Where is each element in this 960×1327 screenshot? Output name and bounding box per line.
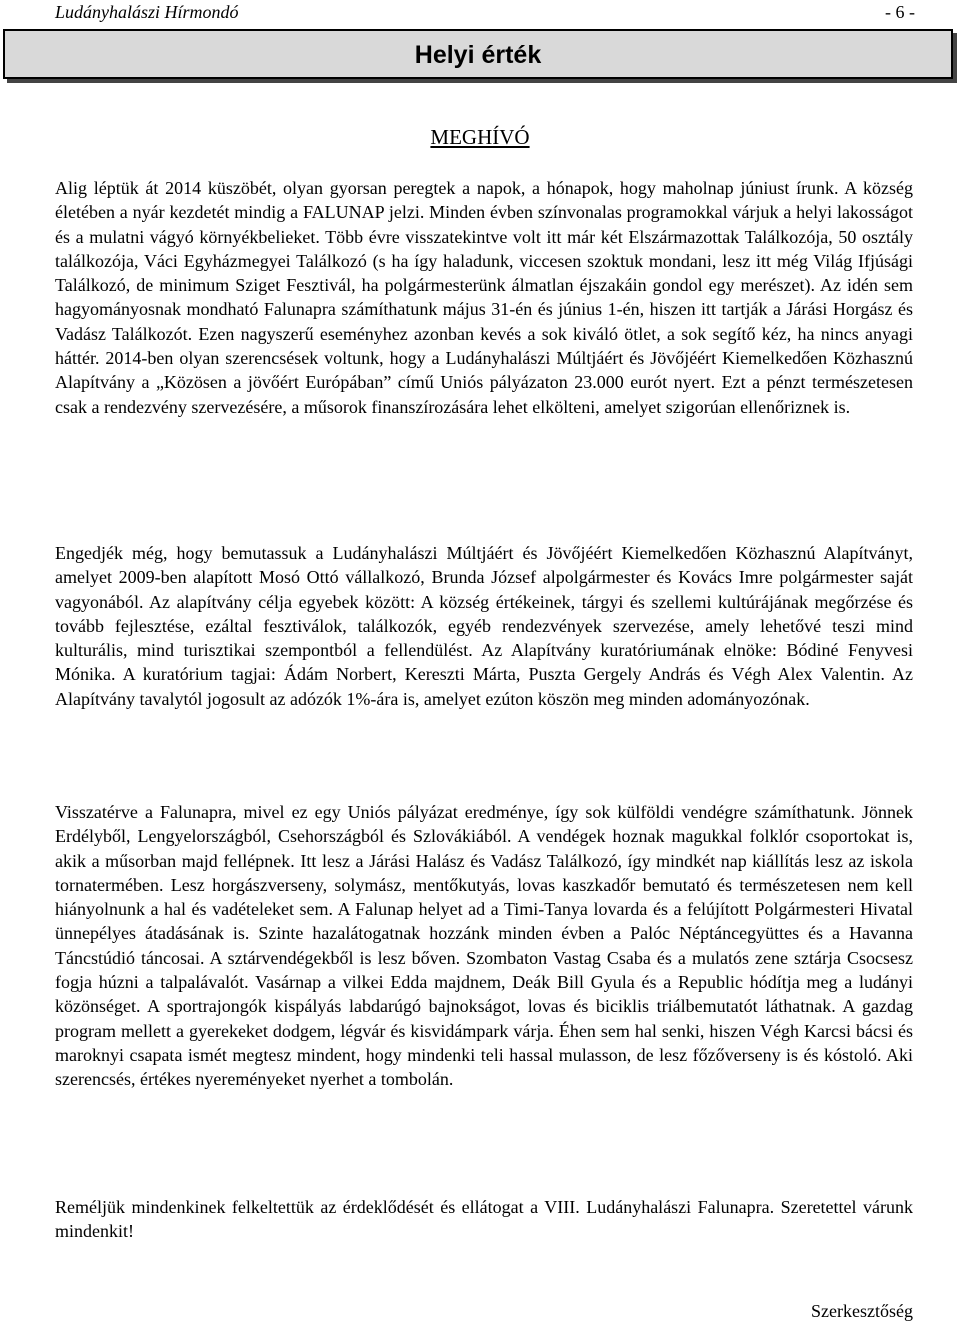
paragraph-program: Visszatérve a Falunapra, mivel ez egy Uniós pályázat eredménye, így sok külföldi vendégre számíthatunk. Jönnek Erdélyből, Lengyelországból, Csehországból és Szlovákiából. A vendégek hoznak magukkal folklór csoportokat is, akik a műsorban majd fellépnek. Itt lesz a Járási Halász és Vadász Találkozó, így mindkét nap kiállítás lesz az iskola tornatermében. Lesz horgászverseny, solymász, mentőkutyás, lovas kaszkadőr bemutató és természetesen nem kell hiányolnunk a hal és vadételeket sem. A Falunap helyet ad a Timi-Tanya lovarda és a felújított Polgármesteri Hivatal ünnepélyes átadásának is. Szinte hazalátogatnak hozzánk minden évben a Palóc Néptáncegyüttes és a Havanna Táncstúdió táncosai. A sztárvendégekből is lesz bőven. Szombaton Vastag Csaba és a mulatós zene sztárja Csocsesz fogja húzni a talpalávalót. Vasárnap a vilkei Edda majdnem, Deák Bill Gyula és a Republic hódítja meg a ludányi közönséget. A sportrajongók kispályás labdarúgó bajnokságot, lovas és biciklis triálbemutatót láthatnak. A gazdag program mellett a gyerekeket dodgem, légvár és kisvidámpark várja. Éhen sem hal senki, hiszen Végh Karcsi bácsi és maroknyi csapata ismét megtesz mindent, hogy mindenki teli hassal mulasson, de lesz főzőverseny is és kóstoló. Aki szerencsés, értékes nyereményeket nyerhet a tombolán.: [55, 802, 913, 1090]
section-title-box: [3, 29, 953, 79]
section-title: Helyi érték: [414, 41, 542, 69]
paragraph-intro: Alig léptük át 2014 küszöbét, olyan gyorsan peregtek a napok, a hónapok, hogy maholnap júniust írunk. A község életében a nyár kezdetét mindig a FALUNAP jelzi. Minden évben színvonalas programokkal várjuk a helyi lakosságot és a mulatni vágyó környékbelieket. Több évre visszatekintve volt itt már két Elszármazottak Találkozója, 50 osztály találkozója, Váci Egyházmegyei Találkozó (s ha így haladunk, viccesen szoktuk mondani, lesz itt még Világ Ifjúsági Találkozó, de minimum Sziget Fesztivál, ha polgármesterünk álmatlan éjszakáin gondol egy merészet). Az idén sem hagyományosnak mondható Falunapra számíthatunk május 31-én és június 1-én, hiszen itt tartják a Járási Horgász és Vadász Találkozót. Ezen nagyszerű eseményhez azonban kevés a sok kiváló ötlet, a sok segítő kéz, ha nincs anyagi háttér. 2014-ben olyan szerencsések voltunk, hogy a Ludányhalászi Múltjáért és Jövőjéért Kiemelkedően Közhasznú Alapítvány a „Közösen a jövőért Európában” című Uniós pályázaton 23.000 eurót nyert. Ezt a pénzt természetesen csak a rendezvény szervezésére, a műsorok finanszírozására lehet elkölteni, amelyet szigorúan ellenőriznek is.: [55, 178, 913, 417]
publication-name: Ludányhalászi Hírmondó: [55, 2, 239, 22]
signature: Szerkesztőség: [811, 1301, 913, 1321]
paragraph-closing: Reméljük mindenkinek felkeltettük az érdeklődését és ellátogat a VIII. Ludányhalászi Falunapra. Szeretettel várunk mindenkit!: [55, 1197, 913, 1242]
page-number: - 6 -: [885, 2, 915, 22]
invitation-heading: MEGHÍVÓ: [430, 125, 530, 149]
paragraph-foundation: Engedjék még, hogy bemutassuk a Ludányhalászi Múltjáért és Jövőjéért Kiemelkedően Közhasznú Alapítványt, amelyet 2009-ben alapított Mosó Ottó vállalkozó, Brunda József alpolgármester és Kovács Imre polgármester saját vagyonából. Az alapítvány célja egyebek között: A község értékeinek, tárgyi és szellemi kultúrájának megőrzése és tovább fejlesztése, ezáltal fesztiválok, találkozók, egyéb rendezvények szervezése, amely lehetővé teszi mind kulturális, mind turisztikai szempontból a fellendülést. Az Alapítvány kuratóriumának elnöke: Bódiné Fenyvesi Mónika. A kuratórium tagjai: Ádám Norbert, Kereszti Márta, Puszta Gergely András és Végh Alex Valentin. Az Alapítvány tavalytól jogosult az adózók 1%-ára is, amelyet ezúton köszön meg minden adományozónak.: [55, 543, 913, 709]
